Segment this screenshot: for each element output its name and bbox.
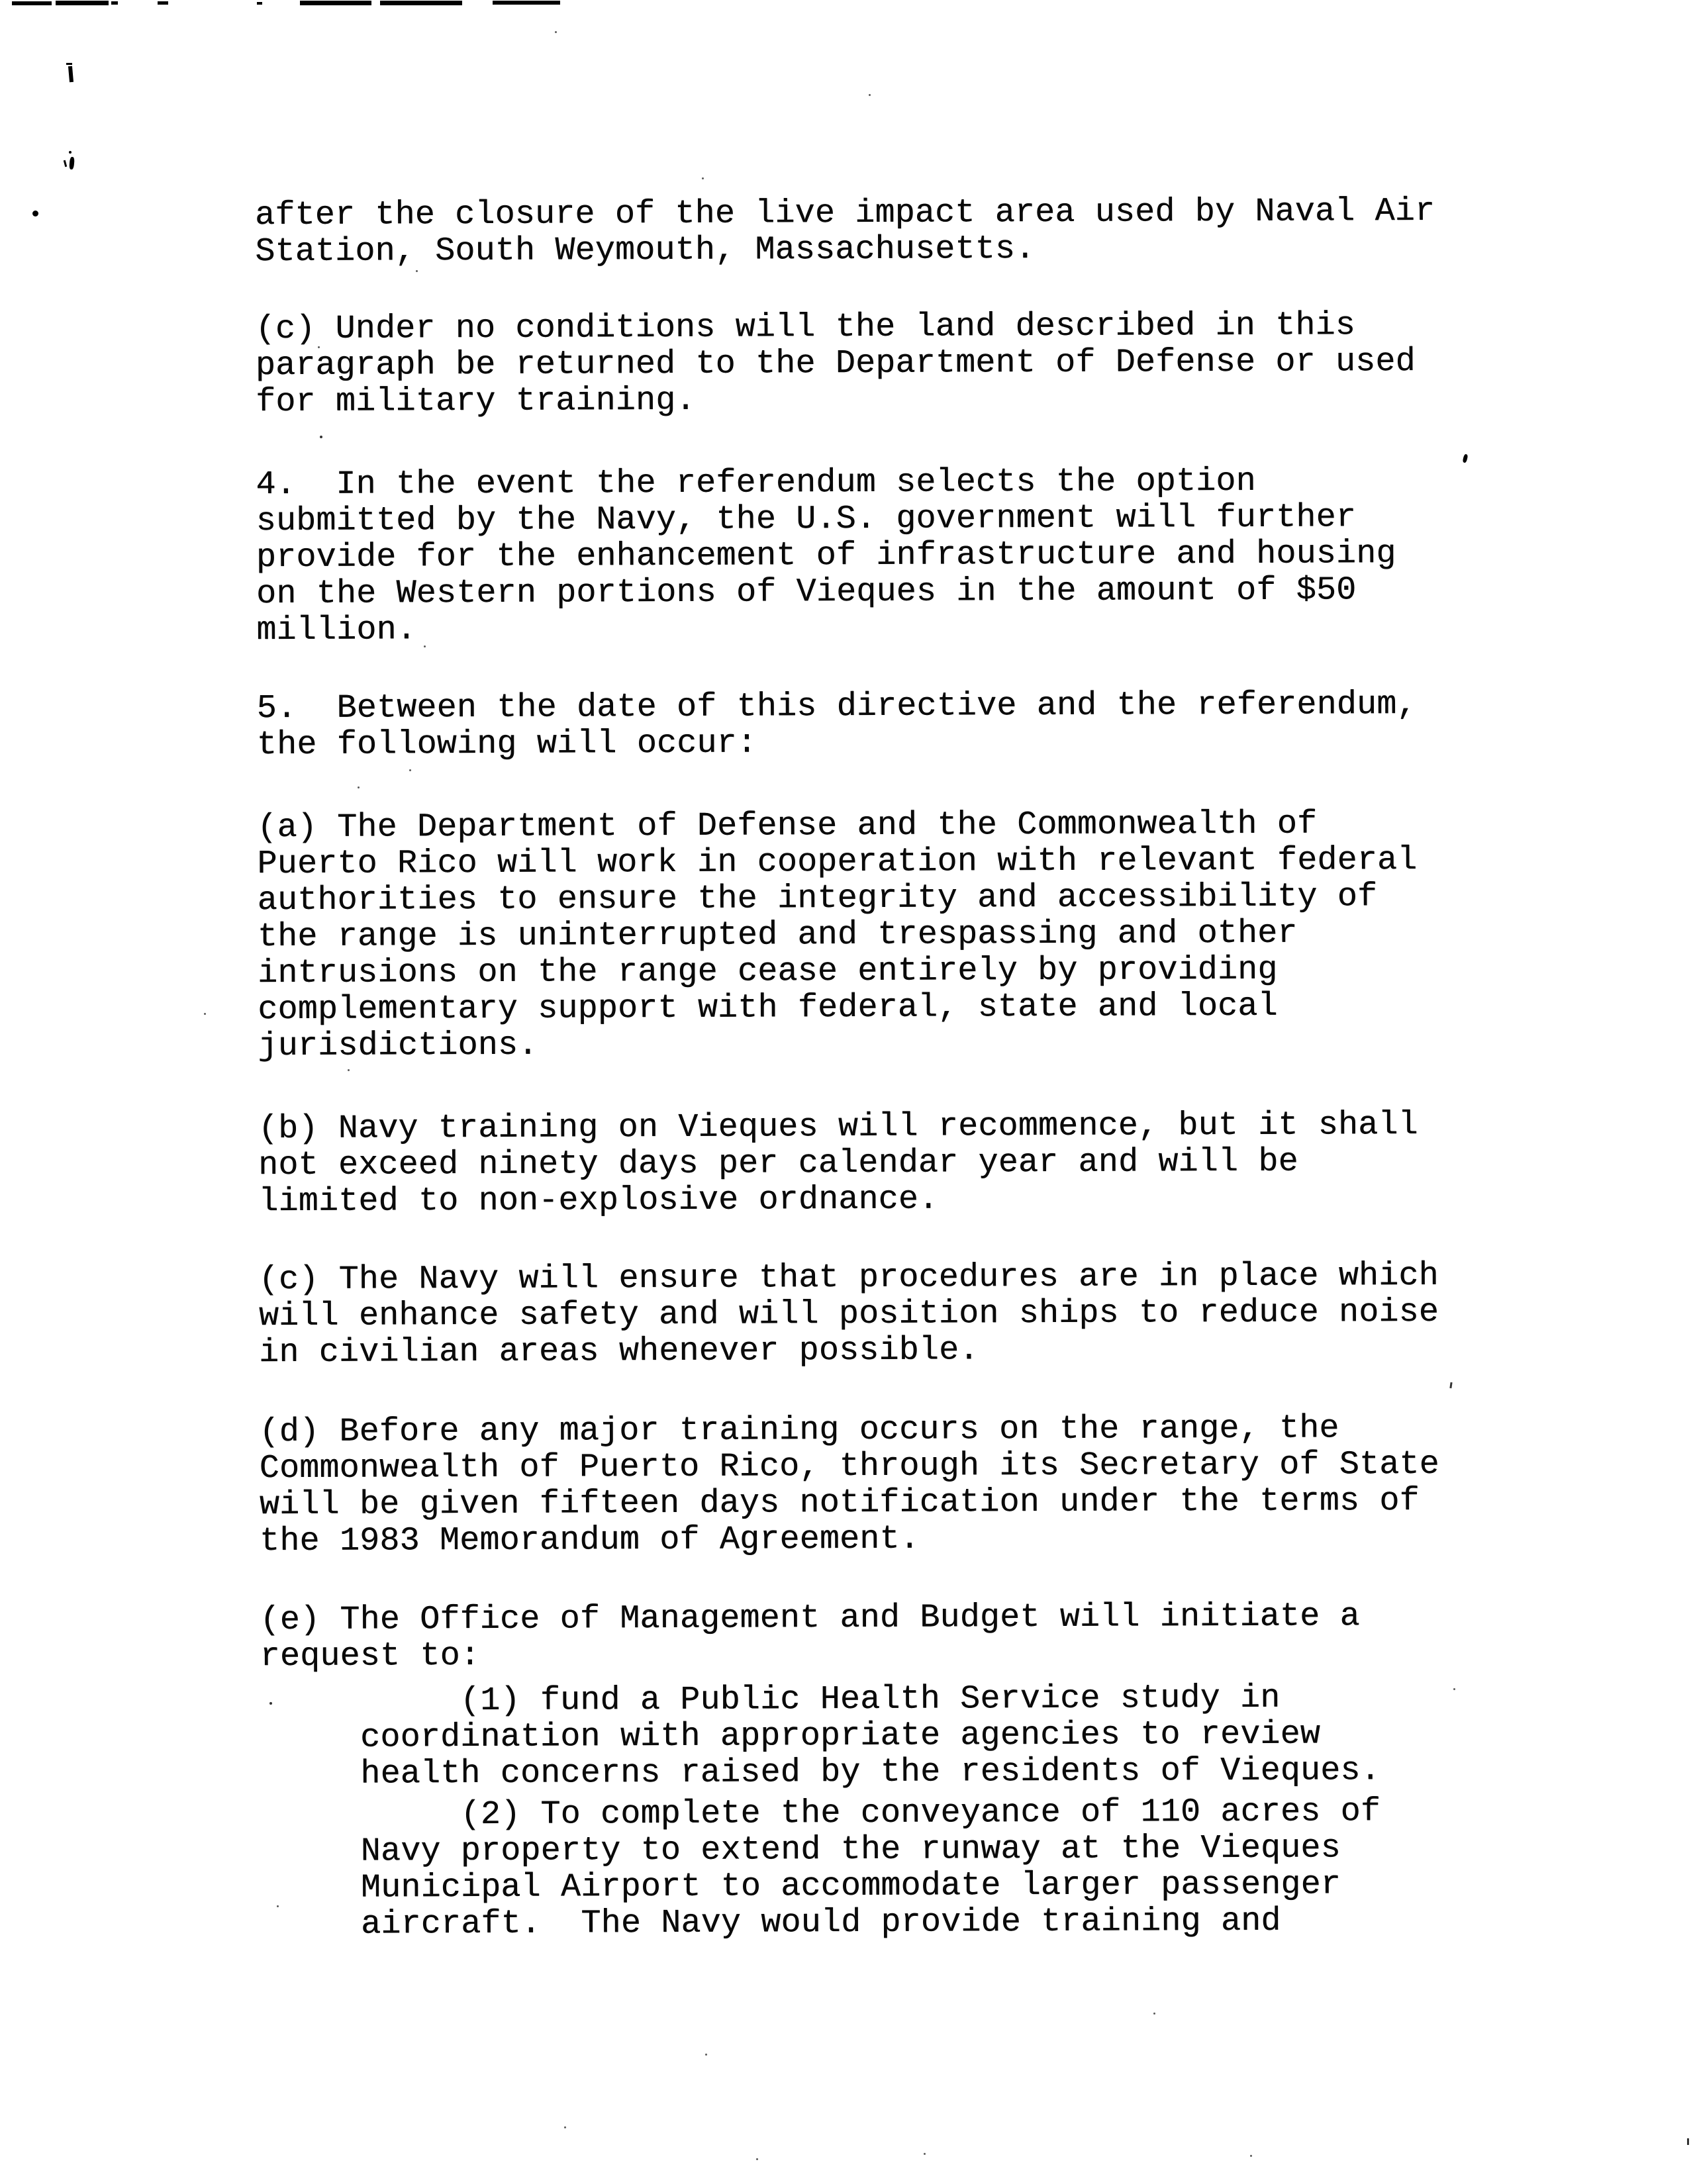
paragraph [255,193,1435,270]
text-line: will be given fifteen days notification under the terms of [259,1482,1420,1525]
text-line: coordination with appropriate agencies to review [260,1715,1321,1758]
text-line: (c) Under no conditions will the land described in this [255,307,1356,349]
text-line: will enhance safety and will position ships to reduce noise [258,1293,1439,1336]
paragraph [256,307,1416,420]
paragraph [256,463,1396,649]
text-line: submitted by the Navy, the U.S. government will further [256,499,1357,541]
text-line: 5. Between the date of this directive and the referendum, [256,685,1417,728]
text-line: (1) fund a Public Health Service study in [260,1679,1281,1721]
paragraph [259,1258,1439,1371]
text-line: Station, South Weymouth, Massachusetts. [255,230,1036,271]
paragraph [260,1598,1360,1675]
text-line: jurisdictions. [258,1026,538,1066]
text-line: million. [256,611,417,650]
text-line: 4. In the event the referendum selects the option [256,462,1256,504]
text-line: (a) The Department of Defense and the Commonwealth of [257,805,1318,847]
text-line: not exceed ninety days per calendar year and will be [258,1143,1298,1185]
text-line: on the Western portions of Vieques in the amount of $50 [256,571,1357,614]
text-line: health concerns raised by the residents of Vieques. [260,1752,1380,1794]
text-line: for military training. [255,381,696,422]
text-line: (d) Before any major training occurs on the range, the [259,1409,1339,1452]
paragraph [257,806,1418,1065]
text-line: aircraft. The Navy would provide training and [261,1902,1281,1944]
text-line: the following will occur: [256,724,757,765]
text-line: after the closure of the live impact area used by Naval Air [254,192,1435,235]
text-line: (c) The Navy will ensure that procedures are in place which [258,1257,1439,1300]
text-line: (e) The Office of Management and Budget will initiate a [260,1597,1360,1640]
paragraph [260,1793,1380,1943]
text-line: paragraph be returned to the Department of Defense or used [255,342,1416,385]
text-line: request to: [260,1637,481,1676]
text-line: Puerto Rico will work in cooperation with relevant federal [257,841,1418,884]
text-line: Commonwealth of Puerto Rico, through its Secretary of State [259,1445,1439,1488]
text-line: the 1983 Memorandum of Agreement. [259,1520,920,1561]
paragraph [257,687,1417,763]
text-line: intrusions on the range cease entirely by providing [257,951,1278,993]
paragraph [259,1410,1439,1560]
paragraph [258,1107,1418,1220]
text-line: provide for the enhancement of infrastructure and housing [256,535,1396,577]
text-line: (2) To complete the conveyance of 110 acres of [260,1793,1381,1835]
text-line: in civilian areas whenever possible. [258,1331,979,1372]
paragraph [260,1680,1380,1793]
text-line: the range is uninterrupted and trespassing and other [257,914,1298,957]
text-line: Navy property to extend the runway at the Vieques [260,1829,1341,1872]
text-line: limited to non-explosive ordnance. [258,1180,939,1221]
text-line: Municipal Airport to accommodate larger passenger [260,1866,1341,1908]
text-line: (b) Navy training on Vieques will recommence, but it shall [258,1106,1418,1149]
text-line: complementary support with federal, state and local [258,987,1278,1029]
text-line: authorities to ensure the integrity and accessibility of [257,878,1378,920]
